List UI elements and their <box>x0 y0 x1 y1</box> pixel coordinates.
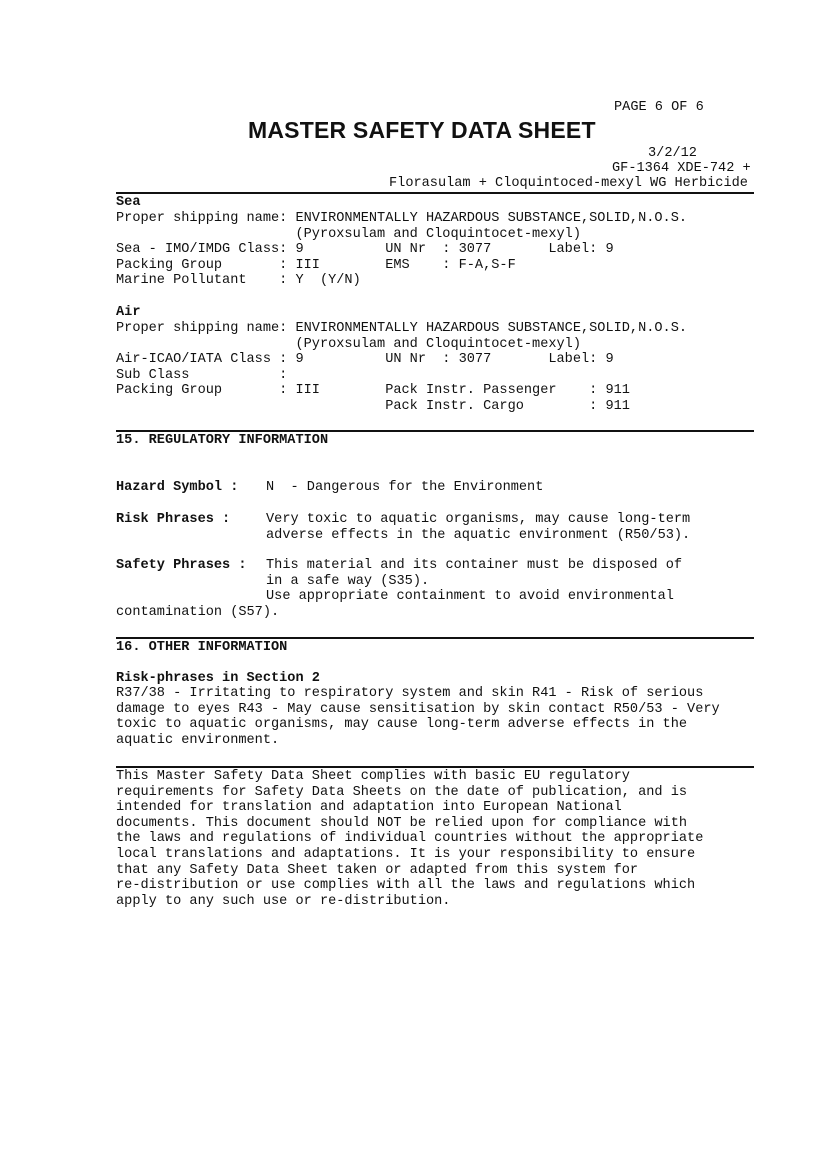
text-line: re-distribution or use complies with all the laws and regulations which <box>116 878 696 894</box>
risk-phrases-text <box>116 686 720 748</box>
disclaimer-text <box>116 769 703 909</box>
sea-line: Proper shipping name: ENVIRONMENTALLY HAZARDOUS SUBSTANCE,SOLID,N.O.S. <box>116 211 688 226</box>
text-line: documents. This document should NOT be relied upon for compliance with <box>116 815 688 831</box>
disclaimer-rule <box>116 766 754 768</box>
hazard-symbol-label: Hazard Symbol : <box>116 480 239 495</box>
text-line: requirements for Safety Data Sheets on the date of publication, and is <box>116 784 688 800</box>
risk-phrase-line: adverse effects in the aquatic environment (R50/53). <box>266 527 691 543</box>
text-line: aquatic environment. <box>116 732 280 748</box>
section15-heading: 15. REGULATORY INFORMATION <box>116 433 329 448</box>
safety-phrase-tail: contamination (S57). <box>116 605 280 620</box>
air-line: Packing Group : III Pack Instr. Passenger : 911 <box>116 383 630 399</box>
safety-phrase-line: This material and its container must be disposed of <box>266 558 683 573</box>
sea-line: Marine Pollutant : Y (Y/N) <box>116 273 361 289</box>
text-line: the laws and regulations of individual countries without the appropriate <box>116 831 704 847</box>
text-line: damage to eyes R43 - May cause sensitisation by skin contact R50/53 - Very <box>116 701 720 717</box>
sea-block <box>116 211 687 289</box>
text-line: local translations and adaptations. It is your responsibility to ensure <box>116 846 696 862</box>
air-line: Pack Instr. Cargo : 911 <box>116 398 630 414</box>
safety-phrase-line: in a safe way (S35). <box>266 573 430 589</box>
text-line: that any Safety Data Sheet taken or adapted from this system for <box>116 862 639 878</box>
risk-phrases-block <box>266 512 690 543</box>
text-line: intended for translation and adaptation into European National <box>116 800 622 816</box>
document-date: 3/2/12 <box>648 146 697 161</box>
product-code: GF-1364 XDE-742 + <box>612 161 751 176</box>
air-heading: Air <box>116 305 141 320</box>
safety-phrases-label: Safety Phrases : <box>116 558 247 573</box>
air-line: Proper shipping name: ENVIRONMENTALLY HAZARDOUS SUBSTANCE,SOLID,N.O.S. <box>116 321 688 336</box>
hazard-symbol-value: N - Dangerous for the Environment <box>266 480 544 495</box>
sea-heading: Sea <box>116 195 141 210</box>
page-number: PAGE 6 OF 6 <box>614 100 704 115</box>
sea-line: Packing Group : III EMS : F-A,S-F <box>116 257 516 273</box>
air-block <box>116 321 687 415</box>
risk-phrases-subheading: Risk-phrases in Section 2 <box>116 671 320 686</box>
air-line: (Pyroxsulam and Cloquintocet-mexyl) <box>116 336 581 352</box>
safety-phrase-line: Use appropriate containment to avoid environmental <box>266 589 674 605</box>
section16-rule <box>116 637 754 639</box>
text-line: This Master Safety Data Sheet complies with basic EU regulatory <box>116 769 630 784</box>
risk-phrases-label: Risk Phrases : <box>116 512 231 527</box>
text-line: toxic to aquatic organisms, may cause long-term adverse effects in the <box>116 717 688 733</box>
text-line: apply to any such use or re-distribution. <box>116 893 451 909</box>
product-name: Florasulam + Cloquintoced-mexyl WG Herbicide <box>389 176 748 191</box>
document-title: MASTER SAFETY DATA SHEET <box>248 117 596 143</box>
risk-phrase-line: Very toxic to aquatic organisms, may cause long-term <box>266 512 691 527</box>
air-line: Air-ICAO/IATA Class : 9 UN Nr : 3077 Label: 9 <box>116 352 614 368</box>
safety-phrases-block <box>266 558 682 605</box>
header-rule <box>116 192 754 194</box>
air-line: Sub Class : <box>116 367 288 383</box>
text-line: R37/38 - Irritating to respiratory system and skin R41 - Risk of serious <box>116 686 704 701</box>
sea-line: Sea - IMO/IMDG Class: 9 UN Nr : 3077 Label: 9 <box>116 242 614 258</box>
sea-line: (Pyroxsulam and Cloquintocet-mexyl) <box>116 226 581 242</box>
section16-heading: 16. OTHER INFORMATION <box>116 640 288 655</box>
section15-rule <box>116 430 754 432</box>
